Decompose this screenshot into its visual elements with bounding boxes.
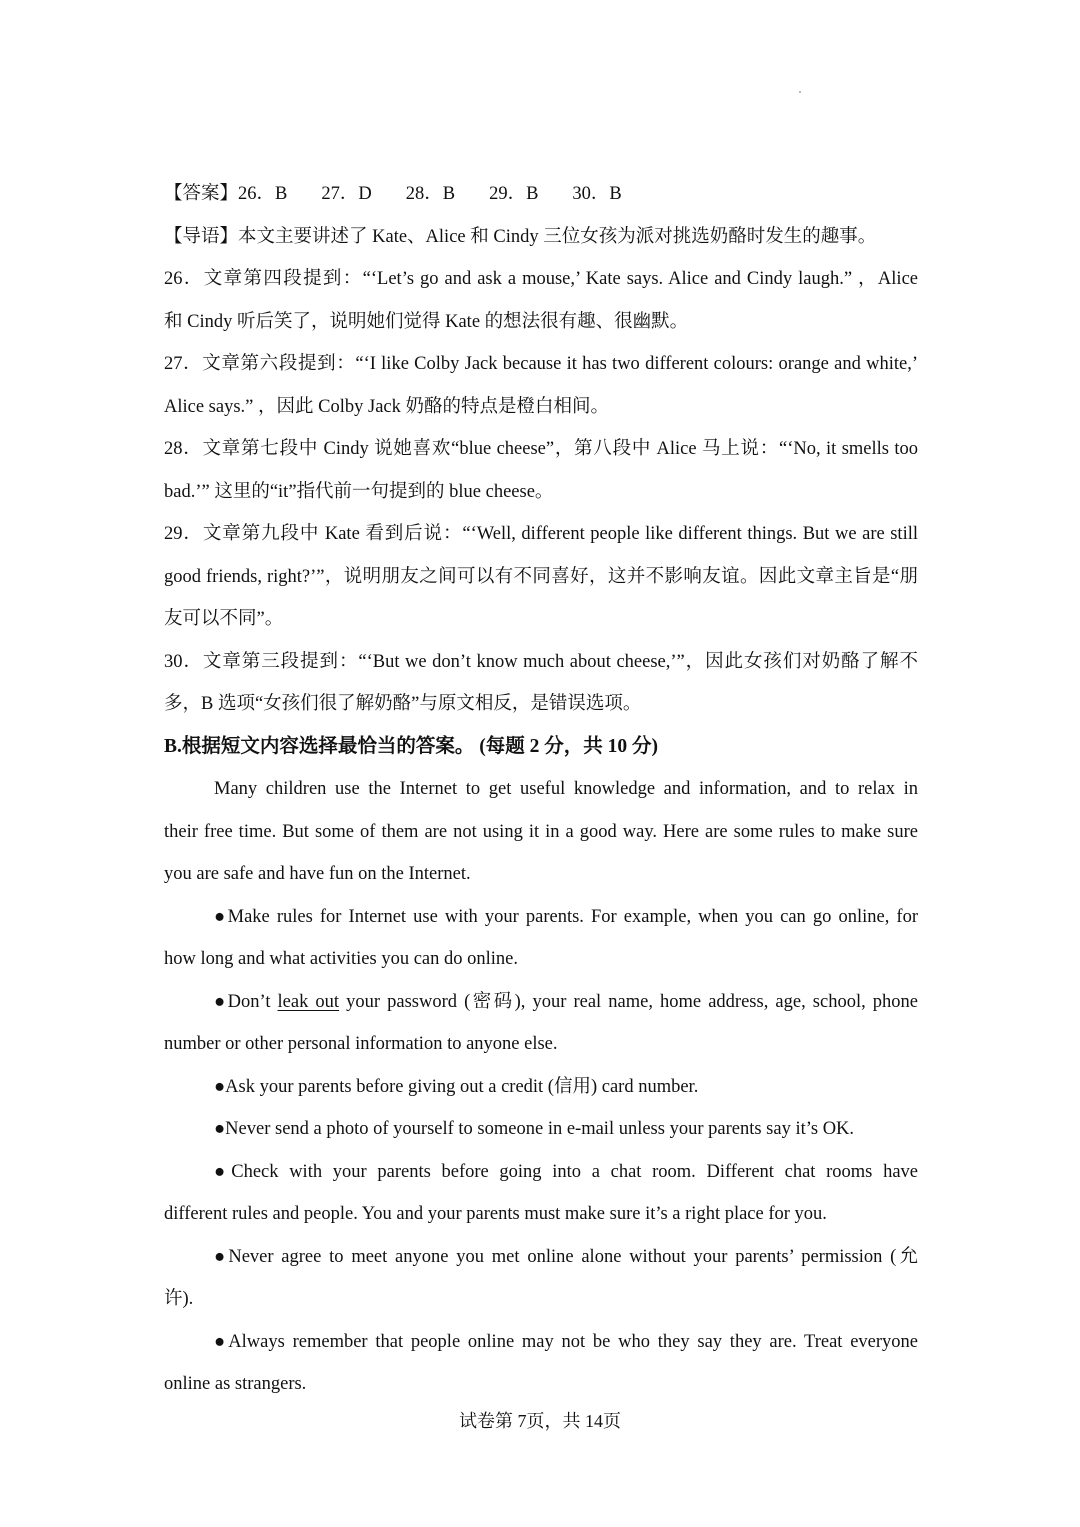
answer-label: 【答案】 bbox=[164, 184, 239, 204]
explanation-28-line-1: 28．文章第七段中 Cindy 说她喜欢“blue cheese”，第八段中 Alice 马上说：“‘No, it smells too bbox=[164, 439, 918, 459]
explanation-27-line-1: 27．文章第六段提到：“‘I like Colby Jack because it has two different colours: orange and white,’ bbox=[164, 354, 918, 374]
rule-item: ●Never agree to meet anyone you met online alone without your parents’ permission (允 bbox=[214, 1246, 918, 1267]
rule-item: ●Make rules for Internet use with your parents. For example, when you can go online, for bbox=[214, 906, 918, 927]
underlined-phrase: leak out bbox=[277, 991, 340, 1012]
answer-item: 30．B bbox=[572, 184, 622, 204]
intro-line: 【导语】本文主要讲述了 Kate、Alice 和 Cindy 三位女孩为派对挑选奶酪时发生的趣事。 bbox=[164, 226, 877, 247]
answer-line bbox=[164, 173, 918, 216]
scan-speck bbox=[799, 91, 801, 93]
page-content bbox=[164, 173, 918, 1406]
explanation-29-line-2: good friends, right?’”，说明朋友之间可以有不同喜好，这并不影响友谊。因此文章主旨是“朋 bbox=[164, 566, 918, 587]
rule-item-continuation: 许). bbox=[164, 1289, 194, 1309]
rule-item: ●Always remember that people online may not be who they say they are. Treat everyone bbox=[214, 1331, 918, 1352]
rule-item: ●Ask your parents before giving out a credit (信用) card number. bbox=[214, 1076, 699, 1097]
answer-item: 29．B bbox=[489, 184, 539, 204]
answer-item: 27．D bbox=[321, 184, 372, 204]
passage-paragraph-line: you are safe and have fun on the Internet. bbox=[164, 864, 471, 884]
explanation-30-line-1: 30．文章第三段提到：“‘But we don’t know much about cheese,’”，因此女孩们对奶酪了解不 bbox=[164, 651, 918, 672]
explanation-28-line-2: bad.’” 这里的“it”指代前一句提到的 blue cheese。 bbox=[164, 481, 554, 502]
rule-item: ●Check with your parents before going into a chat room. Different chat rooms have bbox=[214, 1161, 918, 1182]
passage-paragraph-line: Many children use the Internet to get useful knowledge and information, and to relax in bbox=[214, 779, 918, 799]
rule-item: ●Never send a photo of yourself to someone in e-mail unless your parents say it’s OK. bbox=[214, 1119, 855, 1139]
rule-item-continuation: how long and what activities you can do online. bbox=[164, 949, 518, 969]
explanation-30-line-2: 多，B 选项“女孩们很了解奶酪”与原文相反，是错误选项。 bbox=[164, 694, 642, 714]
rule-item: ●Don’t leak out your password (密码), your real name, home address, age, school, phone bbox=[214, 991, 918, 1012]
answer-item: 28．B bbox=[405, 184, 456, 204]
explanation-26-line-2: 和 Cindy 听后笑了，说明她们觉得 Kate 的想法很有趣、很幽默。 bbox=[164, 311, 689, 332]
page-footer: 试卷第 7页，共 14页 bbox=[459, 1411, 621, 1431]
explanation-27-line-2: Alice says.” ，因此 Colby Jack 奶酪的特点是橙白相间。 bbox=[164, 396, 609, 417]
rule-item-continuation: different rules and people. You and your parents must make sure it’s a right place for you. bbox=[164, 1204, 827, 1224]
explanation-29-line-3: 友可以不同”。 bbox=[164, 609, 284, 629]
section-b-heading: B.根据短文内容选择最恰当的答案。 (每题 2 分，共 10 分) bbox=[164, 735, 658, 757]
passage-paragraph-line: their free time. But some of them are not using it in a good way. Here are some rules to make sure bbox=[164, 821, 918, 842]
rule-item-continuation: number or other personal information to anyone else. bbox=[164, 1034, 558, 1054]
explanation-29-line-1: 29．文章第九段中 Kate 看到后说：“‘Well, different people like different things. But we are still bbox=[164, 524, 918, 544]
rule-item-continuation: online as strangers. bbox=[164, 1374, 307, 1394]
explanation-26-line-1: 26．文章第四段提到：“‘Let’s go and ask a mouse,’ Kate says. Alice and Cindy laugh.” ，Alice bbox=[164, 269, 918, 289]
answer-item: 26．B bbox=[238, 184, 288, 204]
